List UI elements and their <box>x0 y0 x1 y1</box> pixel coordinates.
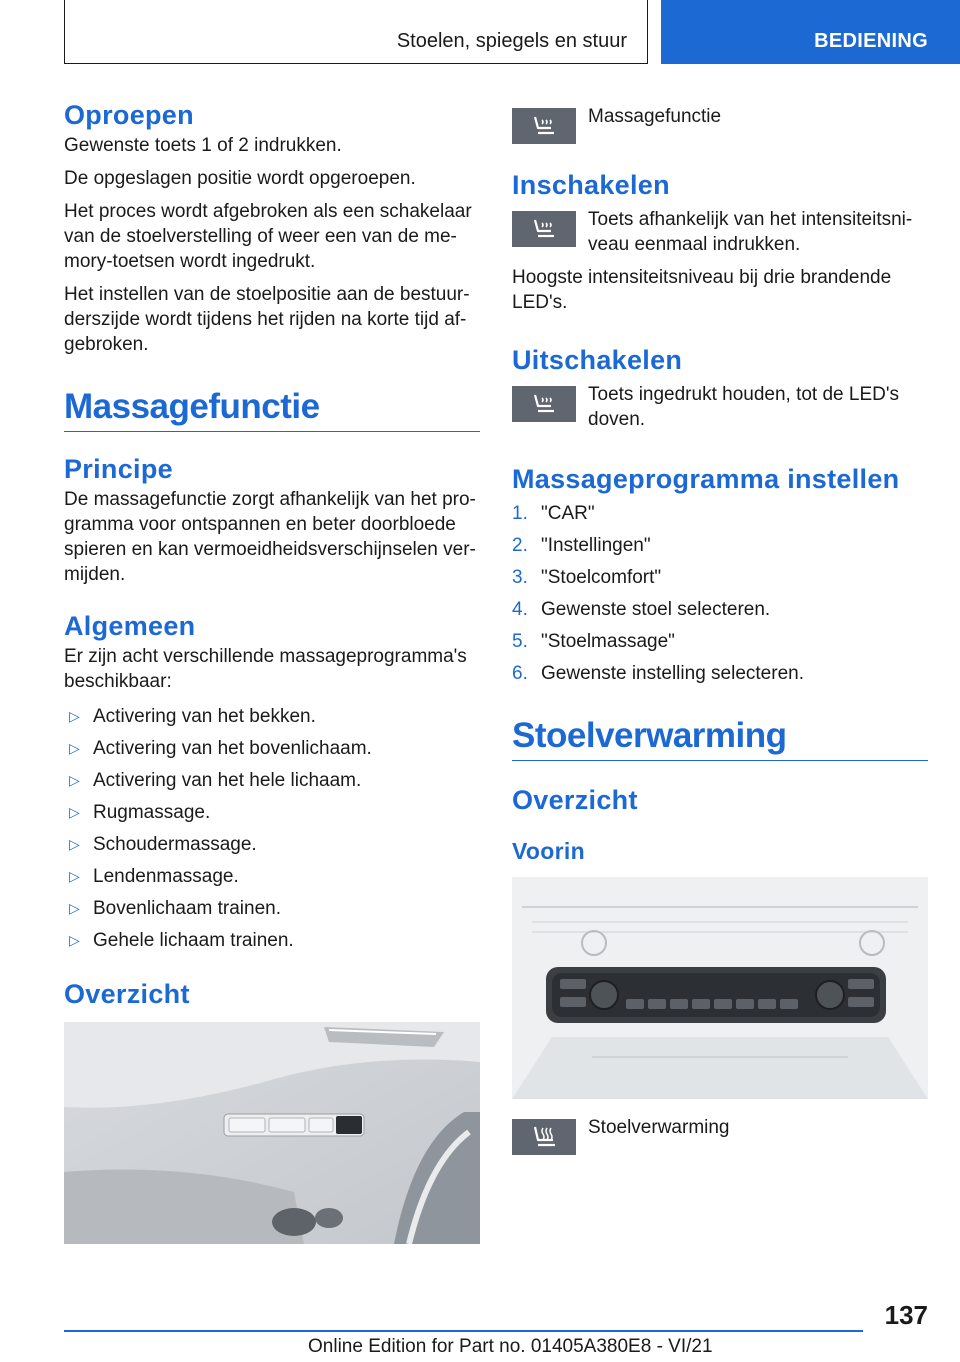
header-section-title: Stoelen, spiegels en stuur <box>396 30 627 52</box>
page-number: 137 <box>884 1300 928 1330</box>
header-chapter-box <box>661 0 960 64</box>
overzicht-heading-left: Overzicht <box>64 979 190 1009</box>
uitschakelen-icon-row <box>512 382 928 432</box>
header-chapter-title: BEDIENING <box>814 30 928 52</box>
climate-panel-illustration <box>512 877 928 1099</box>
oproepen-heading: Oproepen <box>64 100 194 130</box>
massage-icon-label: Massagefunctie <box>588 106 722 127</box>
uitschakelen-icon-text: Toets ingedrukt houden, tot de LED's doven. <box>588 384 899 430</box>
list-item: ▷ Activering van het bekken. <box>69 706 316 727</box>
triangle-bullet-icon: ▷ <box>69 740 80 756</box>
triangle-bullet-icon: ▷ <box>69 932 80 948</box>
door-panel-photo <box>64 1022 480 1244</box>
oproepen-para-4: Het instellen van de stoelpositie aan de bestuur-derszijde wordt tijdens het rijden na korte tijd af-gebroken. <box>64 284 470 355</box>
program-list <box>64 704 480 953</box>
list-item: 4. Gewenste stoel selecteren. <box>512 599 771 620</box>
list-item: ▷ Bovenlichaam trainen. <box>69 898 281 919</box>
list-item: 3. "Stoelcomfort" <box>512 567 662 588</box>
footer-divider <box>64 1330 863 1332</box>
oproepen-para-1: Gewenste toets 1 of 2 indrukken. <box>64 135 342 156</box>
heating-icon-label: Stoelverwarming <box>588 1117 730 1138</box>
right-column <box>512 100 928 1163</box>
triangle-bullet-icon: ▷ <box>69 772 80 788</box>
inschakelen-icon-row <box>512 207 928 257</box>
footer-edition: Online Edition for Part no. 01405A380E8 - VI/21 <box>308 1336 713 1357</box>
header-section-box <box>64 0 648 64</box>
massage-button-icon <box>512 386 576 422</box>
voorin-heading: Voorin <box>512 838 585 864</box>
oproepen-para-3: Het proces wordt afgebroken als een schakelaar van de stoelverstelling of weer een van de me-mory-toetsen wordt ingedrukt. <box>64 201 472 272</box>
inschakelen-heading: Inschakelen <box>512 170 670 200</box>
list-item: ▷ Lendenmassage. <box>69 866 239 887</box>
left-column <box>64 100 480 1244</box>
massagefunctie-heading: Massagefunctie <box>64 387 480 432</box>
massageprogramma-heading: Massageprogramma instellen <box>512 464 900 494</box>
triangle-bullet-icon: ▷ <box>69 868 80 884</box>
massage-icon-row <box>512 104 928 144</box>
inschakelen-text: Hoogste intensiteitsniveau bij drie brandende LED's. <box>512 267 892 313</box>
list-item: ▷ Activering van het bovenlichaam. <box>69 738 372 759</box>
door-panel-illustration <box>64 1022 480 1244</box>
list-item: 1. "CAR" <box>512 503 595 524</box>
program-steps <box>512 501 928 686</box>
list-item: ▷ Rugmassage. <box>69 802 211 823</box>
stoelverwarming-heading: Stoelverwarming <box>512 716 928 761</box>
seat-heating-icon <box>512 1119 576 1155</box>
massage-button-icon <box>512 108 576 144</box>
climate-panel-photo <box>512 877 928 1099</box>
triangle-bullet-icon: ▷ <box>69 836 80 852</box>
list-item: ▷ Activering van het hele lichaam. <box>69 770 362 791</box>
overzicht-heading-right: Overzicht <box>512 785 638 815</box>
triangle-bullet-icon: ▷ <box>69 900 80 916</box>
list-item: 5. "Stoelmassage" <box>512 631 675 652</box>
algemeen-text: Er zijn acht verschillende massageprogramma's beschikbaar: <box>64 646 467 692</box>
principe-text: De massagefunctie zorgt afhankelijk van het pro-gramma voor ontspannen en beter doorbloede spieren en kan vermoeidheidsverschijnselen ver-mijden. <box>64 489 476 585</box>
list-item: 6. Gewenste instelling selecteren. <box>512 663 804 684</box>
list-item: 2. "Instellingen" <box>512 535 651 556</box>
algemeen-heading: Algemeen <box>64 611 196 641</box>
oproepen-para-2: De opgeslagen positie wordt opgeroepen. <box>64 168 416 189</box>
principe-heading: Principe <box>64 454 173 484</box>
list-item: ▷ Schoudermassage. <box>69 834 257 855</box>
triangle-bullet-icon: ▷ <box>69 804 80 820</box>
inschakelen-icon-text: Toets afhankelijk van het intensiteitsni-veau eenmaal indrukken. <box>588 209 913 255</box>
list-item: ▷ Gehele lichaam trainen. <box>69 930 294 951</box>
heating-icon-row <box>512 1115 928 1155</box>
massage-button-icon <box>512 211 576 247</box>
triangle-bullet-icon: ▷ <box>69 708 80 724</box>
uitschakelen-heading: Uitschakelen <box>512 345 683 375</box>
